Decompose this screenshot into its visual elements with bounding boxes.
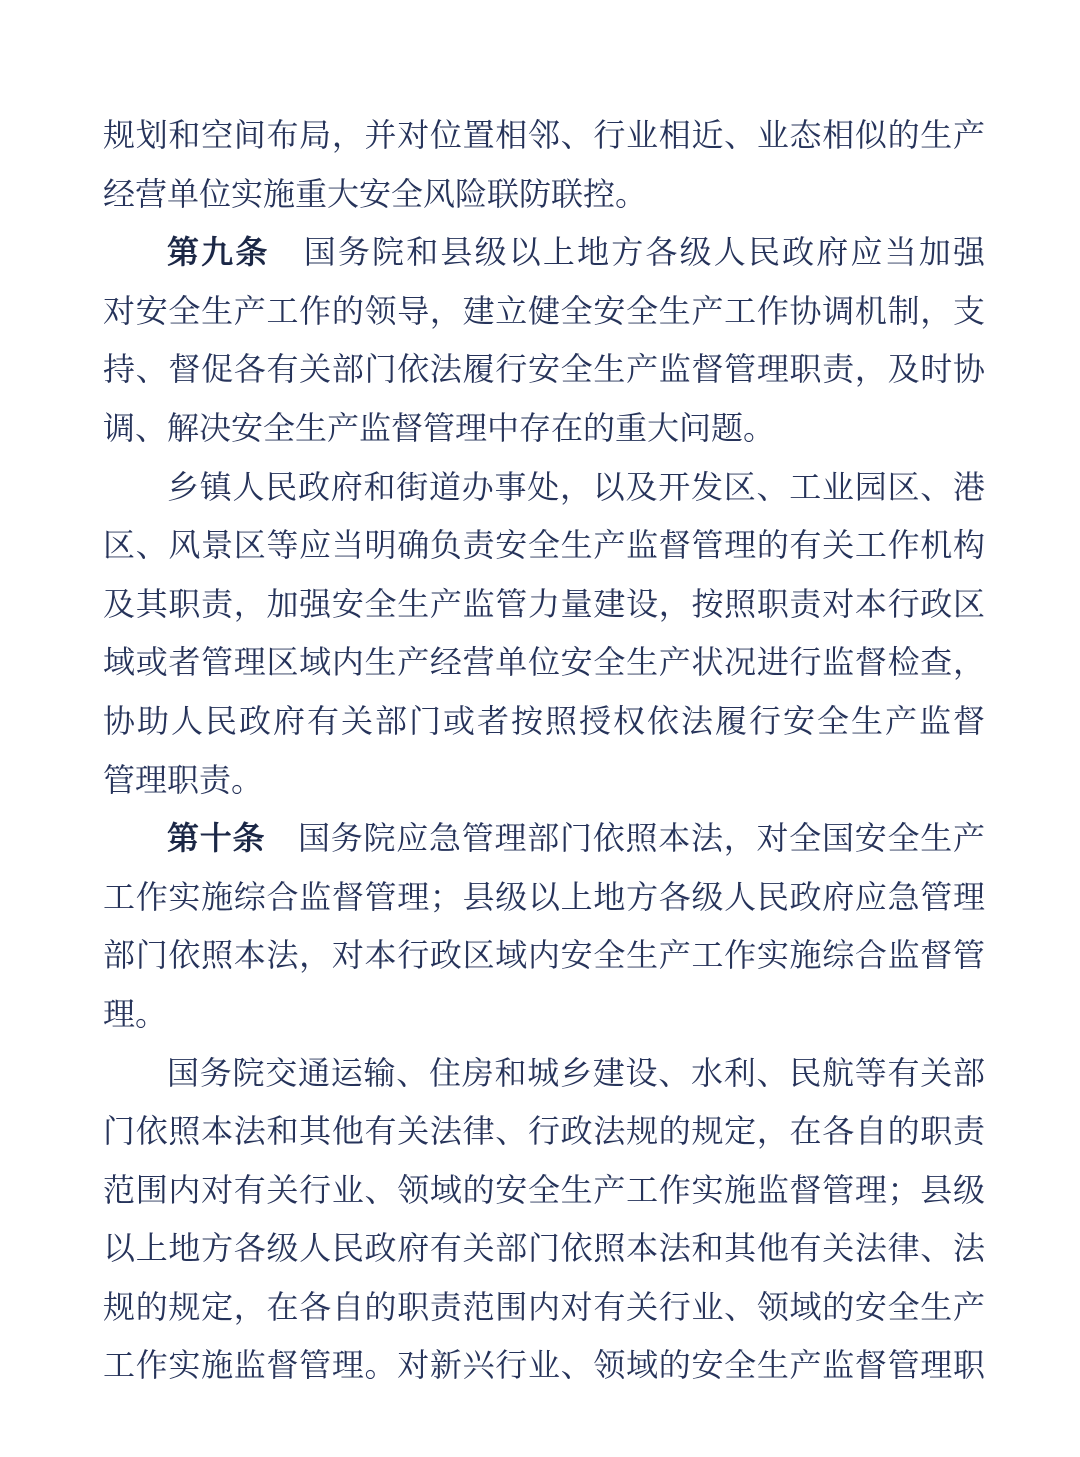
text-line — [103, 458, 985, 517]
article-number-label: 第九条 — [167, 234, 270, 271]
text-line — [103, 516, 985, 575]
article-number-label: 第十条 — [167, 820, 266, 857]
paragraph — [103, 1044, 985, 1396]
paragraph — [103, 106, 985, 223]
line-text: 经营单位实施重大安全风险联防联控。 — [103, 175, 648, 212]
paragraph — [103, 223, 985, 457]
line-text: 国务院交通运输、住房和城乡建设、水利、民航等有关部 — [167, 1054, 985, 1091]
line-text: 工作实施综合监督管理；县级以上地方各级人民政府应急管理 — [103, 878, 985, 915]
line-text: 规的规定，在各自的职责范围内对有关行业、领域的安全生产 — [103, 1288, 985, 1325]
line-text: 以上地方各级人民政府有关部门依照本法和其他有关法律、法 — [103, 1230, 985, 1267]
line-text: 部门依照本法，对本行政区域内安全生产工作实施综合监督管 — [103, 937, 985, 974]
text-line — [103, 751, 985, 810]
line-text: 管理职责。 — [103, 761, 264, 798]
line-text: 国务院应急管理部门依照本法，对全国安全生产 — [265, 820, 985, 857]
text-line — [103, 633, 985, 692]
text-line — [103, 106, 985, 165]
line-text: 范围内对有关行业、领域的安全生产工作实施监督管理；县级 — [103, 1171, 985, 1208]
paragraph — [103, 458, 985, 810]
text-line — [103, 985, 985, 1044]
text-line — [103, 1102, 985, 1161]
paragraph — [103, 809, 985, 1043]
line-text: 对安全生产工作的领导，建立健全安全生产工作协调机制，支 — [103, 292, 985, 329]
line-text: 区、风景区等应当明确负责安全生产监督管理的有关工作机构 — [103, 527, 985, 564]
line-text: 协助人民政府有关部门或者按照授权依法履行安全生产监督 — [103, 702, 985, 739]
text-line — [103, 575, 985, 634]
text-line — [103, 809, 985, 868]
text-line — [103, 1219, 985, 1278]
text-line — [103, 692, 985, 751]
line-text: 持、督促各有关部门依法履行安全生产监督管理职责，及时协 — [103, 351, 985, 388]
line-text: 理。 — [103, 995, 168, 1032]
line-text: 及其职责，加强安全生产监管力量建设，按照职责对本行政区 — [103, 585, 985, 622]
text-line — [103, 1044, 985, 1103]
text-line — [103, 868, 985, 927]
text-line — [103, 926, 985, 985]
text-line — [103, 1161, 985, 1220]
line-text: 工作实施监督管理。对新兴行业、领域的安全生产监督管理职 — [103, 1347, 985, 1384]
line-text: 域或者管理区域内生产经营单位安全生产状况进行监督检查， — [103, 644, 985, 681]
text-line — [103, 399, 985, 458]
text-line — [103, 165, 985, 224]
line-text: 调、解决安全生产监督管理中存在的重大问题。 — [103, 409, 776, 446]
line-text: 乡镇人民政府和街道办事处，以及开发区、工业园区、港 — [167, 468, 985, 505]
line-text: 规划和空间布局，并对位置相邻、行业相近、业态相似的生产 — [103, 117, 985, 153]
text-line — [103, 1336, 985, 1395]
text-line — [103, 282, 985, 341]
line-text: 门依照本法和其他有关法律、行政法规的规定，在各自的职责 — [103, 1113, 985, 1150]
text-line — [103, 1278, 985, 1337]
text-line — [103, 223, 985, 282]
text-line — [103, 340, 985, 399]
line-text: 国务院和县级以上地方各级人民政府应当加强 — [269, 234, 985, 271]
